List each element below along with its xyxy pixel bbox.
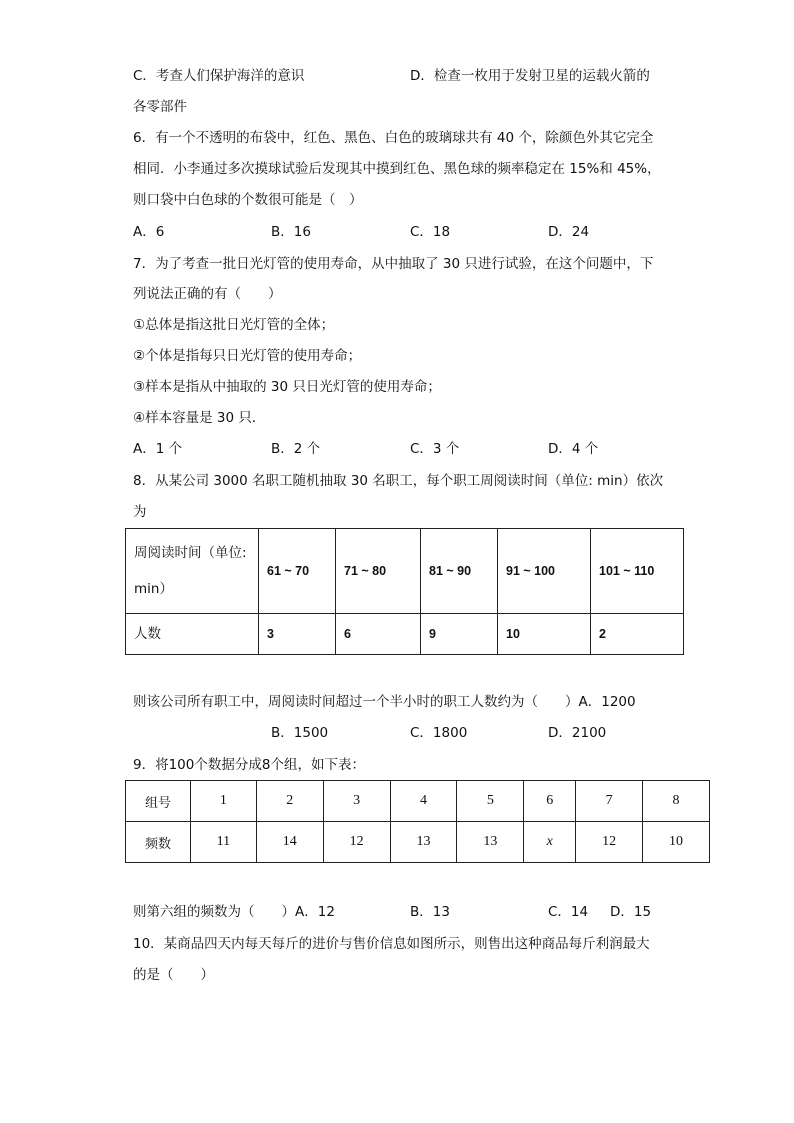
q9-option-d: D．15	[610, 904, 652, 920]
q10-line1: 10．某商品四天内每天每斤的进价与售价信息如图所示，则售出这种商品每斤利润最大	[133, 936, 650, 952]
q9-freq-cell: 12	[576, 822, 643, 863]
q8-header-label-line1: 周阅读时间（单位:	[134, 545, 247, 561]
q9-group-cell: 1	[191, 781, 257, 822]
q10-line2: 的是（ ）	[133, 967, 214, 983]
q7-statement-2: ②个体是指每只日光灯管的使用寿命；	[133, 348, 362, 364]
q6-option-c: C．18	[410, 224, 451, 240]
q8-option-d: D．2100	[548, 725, 607, 741]
q7-option-a: A．1 个	[133, 441, 183, 457]
q9-freq-cell: 11	[191, 822, 257, 863]
q6-line2: 相同．小李通过多次摸球试验后发现其中摸到红色、黑色球的频率稳定在 15%和 45%，	[133, 161, 661, 177]
q7-option-c: C．3 个	[410, 441, 460, 457]
q7-option-d: D．4 个	[548, 441, 599, 457]
q8-count-cell: 9	[421, 614, 498, 655]
table-row	[126, 822, 710, 863]
q6-option-a: A．6	[133, 224, 165, 240]
table-row	[126, 529, 684, 614]
q9-option-b: B．13	[410, 904, 450, 920]
q9-line1: 9．将100个数据分成8个组，如下表：	[133, 757, 365, 773]
q9-group-cell: 4	[390, 781, 457, 822]
q8-question: 则该公司所有职工中，周阅读时间超过一个半小时的职工人数约为（ ）A．1200	[133, 694, 636, 710]
q9-freq-label: 频数	[126, 822, 191, 863]
q8-reading-time-table	[125, 528, 684, 655]
q9-group-cell: 7	[576, 781, 643, 822]
q8-line1: 8．从某公司 3000 名职工随机抽取 30 名职工，每个职工周阅读时间（单位: min）依次	[133, 473, 664, 489]
q8-count-label: 人数	[126, 614, 259, 655]
q5-option-c: C．考查人们保护海洋的意识	[133, 68, 305, 84]
q5-option-d-cont: 各零部件	[133, 99, 187, 115]
q8-line2: 为	[133, 504, 147, 520]
q8-option-c: C．1800	[410, 725, 468, 741]
q9-group-cell: 2	[256, 781, 323, 822]
q7-option-b: B．2 个	[271, 441, 321, 457]
q8-range-cell: 91 ~ 100	[498, 529, 591, 614]
q7-statement-3: ③样本是指从中抽取的 30 只日光灯管的使用寿命；	[133, 379, 441, 395]
table-row	[126, 614, 684, 655]
q7-statement-1: ①总体是指这批日光灯管的全体；	[133, 317, 335, 333]
q9-frequency-table	[125, 780, 710, 863]
q8-count-cell: 3	[259, 614, 336, 655]
q9-freq-cell: 12	[323, 822, 390, 863]
q8-option-b: B．1500	[271, 725, 329, 741]
q8-range-cell: 81 ~ 90	[421, 529, 498, 614]
q8-range-cell: 71 ~ 80	[336, 529, 421, 614]
q8-header-label-line2: min）	[134, 581, 173, 597]
q6-line1: 6．有一个不透明的布袋中，红色、黑色、白色的玻璃球共有 40 个，除颜色外其它完全	[133, 130, 654, 146]
q6-option-d: D．24	[548, 224, 590, 240]
q9-group-cell: 3	[323, 781, 390, 822]
q9-freq-cell: 13	[457, 822, 524, 863]
q9-group-cell: 8	[643, 781, 710, 822]
q7-statement-4: ④样本容量是 30 只．	[133, 410, 266, 426]
q8-range-cell: 61 ~ 70	[259, 529, 336, 614]
q9-freq-cell: 13	[390, 822, 457, 863]
q8-header-label	[126, 529, 259, 614]
q9-group-cell: 5	[457, 781, 524, 822]
q9-freq-cell: x	[524, 822, 576, 863]
q6-line3: 则口袋中白色球的个数很可能是（ ）	[133, 192, 363, 208]
q8-count-cell: 10	[498, 614, 591, 655]
q9-group-label: 组号	[126, 781, 191, 822]
q7-line2: 列说法正确的有（ ）	[133, 286, 282, 302]
q5-option-d: D．检查一枚用于发射卫星的运载火箭的	[410, 68, 650, 84]
q9-question: 则第六组的频数为（ ）A．12	[133, 904, 335, 920]
q8-count-cell: 6	[336, 614, 421, 655]
q8-count-cell: 2	[591, 614, 684, 655]
q7-line1: 7．为了考查一批日光灯管的使用寿命，从中抽取了 30 只进行试验，在这个问题中，下	[133, 256, 654, 272]
q8-range-cell: 101 ~ 110	[591, 529, 684, 614]
q9-freq-cell: 10	[643, 822, 710, 863]
q9-group-cell: 6	[524, 781, 576, 822]
q9-option-c: C．14	[548, 904, 589, 920]
q6-option-b: B．16	[271, 224, 311, 240]
q9-freq-cell: 14	[256, 822, 323, 863]
table-row	[126, 781, 710, 822]
